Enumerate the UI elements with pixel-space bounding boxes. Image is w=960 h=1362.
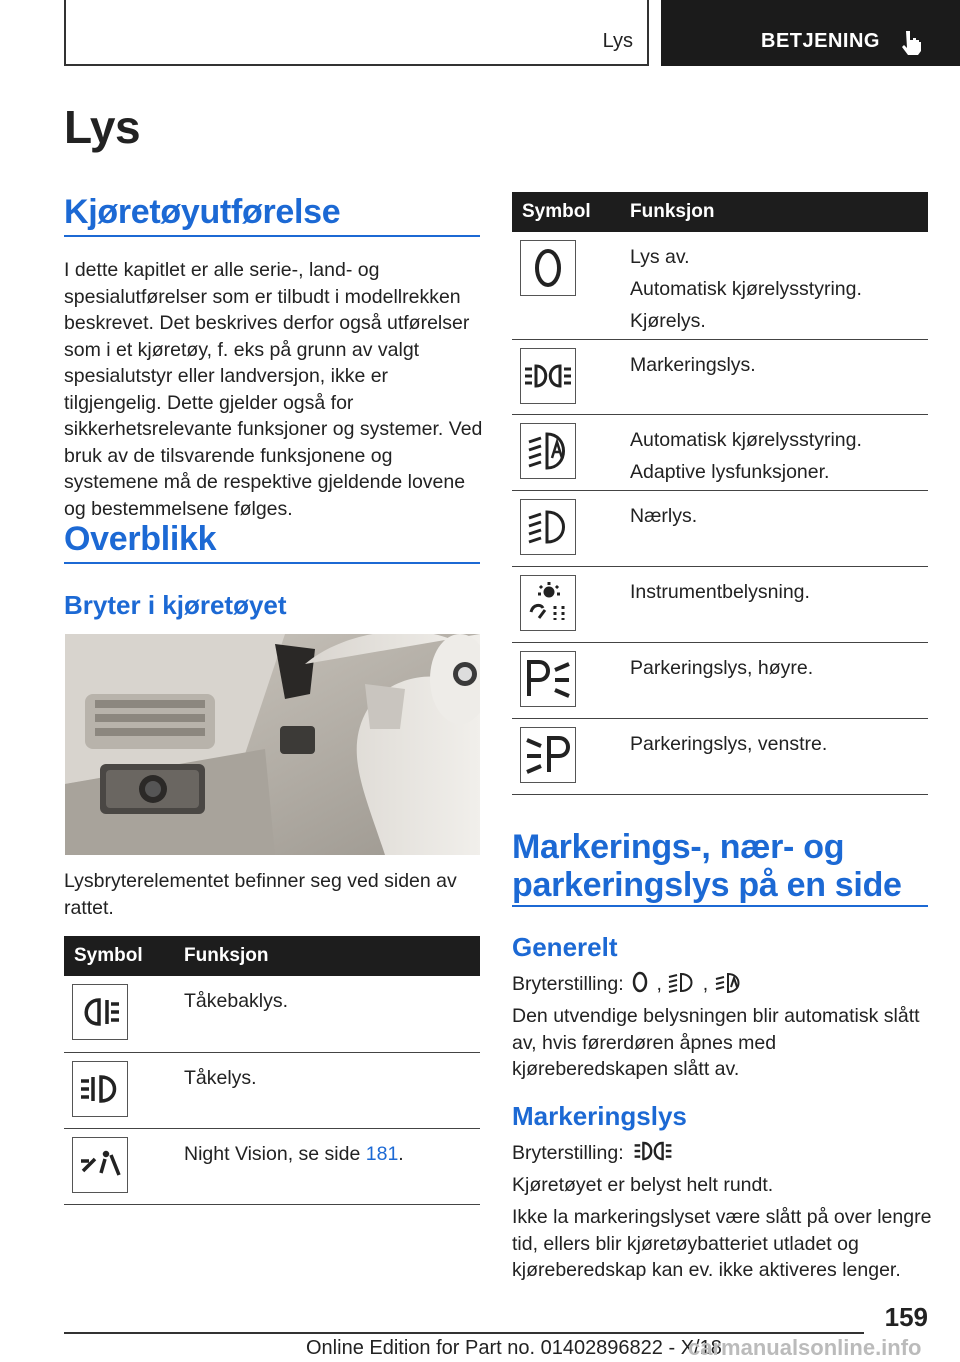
right-symbol-table (512, 192, 928, 795)
table-row (64, 1128, 480, 1204)
heading-rule (64, 235, 480, 237)
automatic-headlight-icon (714, 970, 744, 994)
row-text: Instrumentbelysning. (620, 566, 928, 642)
col-header-symbol: Symbol (64, 936, 174, 976)
row-text: Parkeringslys, høyre. (620, 642, 928, 718)
heading-markerings-naer-parkeringslys: Markerings-, nær- og parkeringslys på en side (512, 828, 902, 904)
heading-bryter: Bryter i kjøretøyet (64, 590, 287, 620)
kjoretoyutforelse-paragraph: I dette kapitlet er alle serie-, land- og spesialutførelser som er tilbudt i modellrekken beskrevet. Det beskrives derfor også utførelser som i et kjøretøy, f. eks på grunn av valgt spesialutstyr eller landversjon, ikke er tilgjengelig. Dette gjelder også for sikkerhetsrelevante funksjoner og systemer. Ved bruk av de tilsvarende funksjonene og systemene må de respektive gjeldende lovene og bestemmelsene følges. (64, 259, 483, 520)
page-number: 159 (884, 1302, 928, 1332)
side-marker-light-icon (629, 1139, 677, 1163)
low-beam-icon (667, 970, 697, 994)
night-vision-icon (72, 1137, 128, 1193)
page-link-181[interactable]: 181 (365, 1142, 399, 1165)
row-text: Automatisk kjørelysstyring. Adaptive lysfunksjoner. (620, 414, 928, 490)
side-marker-light-icon (520, 348, 576, 404)
front-fog-light-icon (72, 1061, 128, 1117)
footer-rule (64, 1332, 864, 1334)
hand-pointer-icon (897, 28, 925, 56)
generelt-switch-positions: Bryterstilling: , , (512, 970, 932, 998)
table-row (512, 414, 928, 490)
light-off-icon (629, 970, 651, 994)
instrument-lighting-icon (520, 575, 576, 631)
parking-light-right-icon (520, 651, 576, 707)
col-header-funksjon: Funksjon (620, 192, 928, 232)
header-section-box (64, 0, 649, 66)
table-row (512, 490, 928, 566)
row-text: Lys av. Automatisk kjørelysstyring. Kjørelys. (620, 232, 928, 339)
watermark: carmanualsonline.info (688, 1335, 922, 1360)
low-beam-icon (520, 499, 576, 555)
photo-caption: Lysbryterelementet befinner seg ved siden av rattet. (64, 870, 457, 919)
heading-rule (64, 562, 480, 564)
markeringslys-switch-position: Bryterstilling: (512, 1139, 932, 1167)
row-text: Parkeringslys, venstre. (620, 718, 928, 794)
table-row (512, 339, 928, 414)
heading-markeringslys: Markeringslys (512, 1101, 687, 1131)
row-text: Night Vision, se side 181. (174, 1128, 480, 1204)
row-text: Tåkelys. (174, 1052, 480, 1128)
markeringslys-paragraph-2: Ikke la markeringslyset være slått på over lengre tid, ellers blir kjøretøybatteriet utladet og kjøreberedskap kan ev. ikke aktiveres lenger. (512, 1206, 932, 1281)
heading-overblikk: Overblikk (64, 520, 217, 558)
header-section-label: Lys (602, 30, 633, 52)
heading-rule (512, 905, 928, 907)
col-header-symbol: Symbol (512, 192, 620, 232)
table-row (64, 976, 480, 1052)
table-row (512, 642, 928, 718)
edition-text: Online Edition for Part no. 01402896822 - X/18 (306, 1337, 722, 1359)
row-text: Nærlys. (620, 490, 928, 566)
table-row (512, 566, 928, 642)
light-switch-photo (65, 634, 480, 855)
header-chapter-box (661, 0, 960, 66)
light-off-icon (520, 240, 576, 296)
header-chapter-label: BETJENING (761, 30, 880, 52)
table-row (512, 232, 928, 339)
markeringslys-paragraph-1: Kjøretøyet er belyst helt rundt. (512, 1174, 774, 1196)
row-text: Tåkebaklys. (174, 976, 480, 1052)
heading-generelt: Generelt (512, 932, 618, 962)
heading-kjoretoyutforelse: Kjøretøyutførelse (64, 193, 341, 231)
generelt-paragraph: Den utvendige belysningen blir automatisk slått av, hvis førerdøren åpnes med kjøreberedskapen slått av. (512, 1005, 920, 1080)
left-symbol-table (64, 936, 480, 1205)
page-title: Lys (64, 101, 141, 153)
table-row (512, 718, 928, 794)
table-row (64, 1052, 480, 1128)
row-text: Markeringslys. (620, 339, 928, 414)
automatic-headlight-icon (520, 423, 576, 479)
rear-fog-light-icon (72, 984, 128, 1040)
col-header-funksjon: Funksjon (174, 936, 480, 976)
parking-light-left-icon (520, 727, 576, 783)
